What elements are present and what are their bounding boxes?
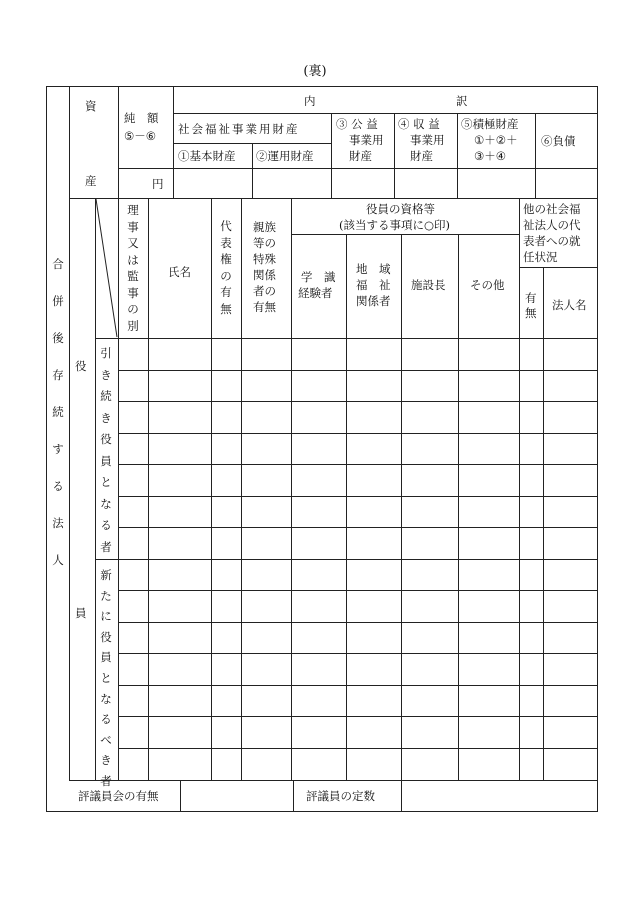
relative-header-2: 等の: [253, 236, 276, 250]
public-property-3: 財産: [349, 149, 372, 163]
role-label: 理事又は監事の別: [127, 203, 139, 333]
profit-property-2: 事業用: [410, 133, 445, 147]
net-amount-formula: ⑤－⑥: [124, 129, 157, 143]
liabilities-label: ⑥負債: [541, 134, 576, 148]
profit-property-3: 財産: [410, 149, 433, 163]
net-amount-label: 純 額: [124, 111, 159, 125]
facility-head-header: 施設長: [411, 278, 446, 292]
surviving-corp-label: 合併後存続する法人: [52, 257, 64, 567]
qualification-note: (該当する事項に○印): [339, 218, 451, 232]
positive-property-3: ③＋④: [474, 149, 507, 163]
operating-property: ②運用財産: [256, 149, 314, 163]
council-quota-label: 評議員の定数: [306, 789, 375, 803]
other-header: その他: [470, 278, 505, 292]
academic-header-2: 経験者: [298, 286, 333, 300]
assets-label-top: 資: [85, 99, 97, 113]
breakdown-label-b: 訳: [456, 94, 468, 108]
page-title: (裏): [303, 64, 327, 79]
relative-header-4: 関係: [253, 268, 276, 282]
breakdown-label-a: 内: [304, 94, 316, 108]
relative-header-6: 有無: [253, 300, 276, 314]
basic-property: ①基本財産: [178, 149, 236, 163]
relative-header-3: 特殊: [253, 252, 276, 266]
yen-unit: 円: [152, 177, 164, 191]
other-corp-header-4: 任状況: [523, 250, 558, 264]
has-header-2: 無: [525, 306, 537, 320]
academic-header-1: 学 識: [301, 270, 336, 284]
regional-header-2: 福 祉: [356, 278, 391, 292]
new-officers-label: 新たに役員となるべき者: [100, 568, 112, 788]
council-presence-label: 評議員会の有無: [78, 789, 159, 803]
qualification-header: 役員の資格等: [366, 202, 435, 216]
regional-header-1: 地 域: [356, 262, 391, 276]
has-header-1: 有: [525, 291, 537, 305]
social-welfare-property: 社会福祉事業用財産: [178, 122, 300, 136]
positive-property-2: ①＋②＋: [474, 133, 518, 147]
relative-header-1: 親族: [253, 220, 276, 234]
positive-property-1: ⑤積極財産: [461, 117, 519, 131]
regional-header-3: 関係者: [356, 294, 391, 308]
other-corp-header-3: 表者への就: [523, 234, 581, 248]
continuing-officers-label: 引き続き役員となる者: [100, 346, 112, 554]
other-corp-header-1: 他の社会福: [523, 202, 581, 216]
corp-name-header: 法人名: [552, 298, 587, 312]
relative-header-5: 者の: [253, 284, 276, 298]
name-header: 氏名: [168, 265, 191, 279]
officers-label-top: 役: [75, 359, 87, 373]
public-property-1: ③ 公 益: [336, 117, 378, 131]
rep-right-header: 代表権の有無: [220, 219, 232, 316]
profit-property-1: ④ 収 益: [398, 117, 440, 131]
other-corp-header-2: 祉法人の代: [523, 218, 581, 232]
officers-label-bottom: 員: [75, 606, 87, 620]
public-property-2: 事業用: [349, 133, 384, 147]
assets-label-bottom: 産: [85, 174, 97, 188]
